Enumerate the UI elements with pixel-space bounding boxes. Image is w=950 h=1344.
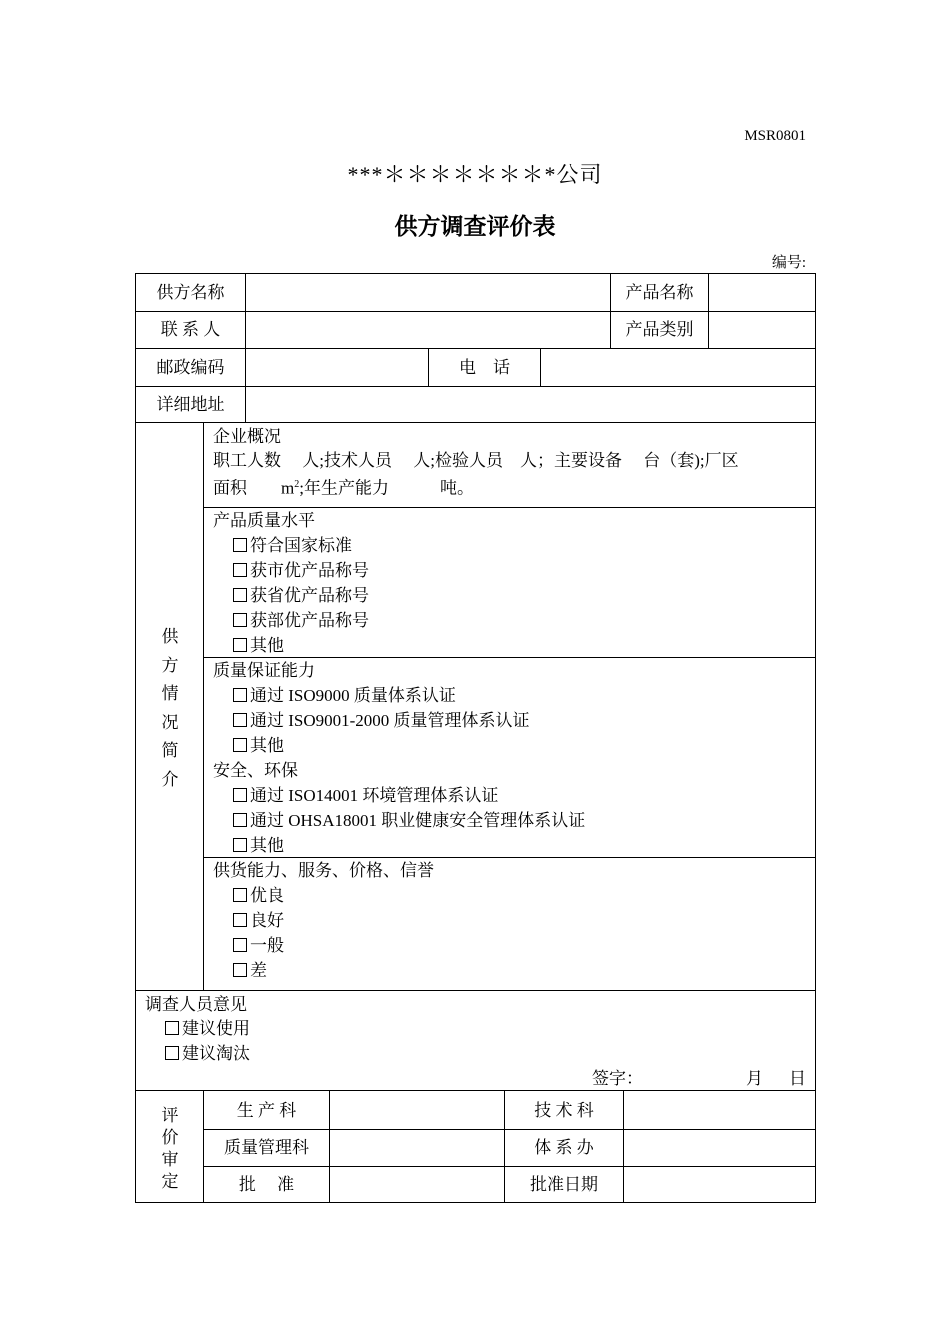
- month-label: 月: [746, 1069, 763, 1088]
- supply-title: 供货能力、服务、价格、信誉: [213, 861, 434, 880]
- quality-option[interactable]: 获部优产品称号: [233, 608, 369, 633]
- qa-option[interactable]: 其他: [233, 733, 284, 758]
- checkbox-icon: [233, 588, 247, 602]
- form-title: 供方调查评价表: [394, 214, 556, 240]
- checkbox-icon: [233, 563, 247, 577]
- address-label: 详细地址: [156, 395, 225, 414]
- profile-side-label: 供 方 情 况 简 介: [161, 627, 179, 789]
- quality-option[interactable]: 符合国家标准: [233, 533, 352, 558]
- serial-number-label: 编号:: [771, 255, 806, 271]
- checkbox-icon: [233, 538, 247, 552]
- investigator-title: 调查人员意见: [145, 995, 247, 1014]
- checkbox-icon: [233, 713, 247, 727]
- investigator-option[interactable]: 建议使用: [165, 1016, 250, 1041]
- safety-option[interactable]: 通过 ISO14001 环境管理体系认证: [233, 783, 498, 808]
- product-category-label: 产品类别: [625, 320, 694, 339]
- postcode-label: 邮政编码: [156, 358, 225, 377]
- qa-option[interactable]: 通过 ISO9000 质量体系认证: [233, 683, 456, 708]
- phone-label: 电 话: [459, 358, 510, 377]
- approval-label: 批 准: [238, 1175, 295, 1194]
- checkbox-icon: [233, 813, 247, 827]
- checkbox-icon: [233, 838, 247, 852]
- checkbox-icon: [233, 963, 247, 977]
- system-office-label: 体 系 办: [534, 1138, 594, 1157]
- approval-date-label: 批准日期: [530, 1175, 598, 1194]
- safety-env-title: 安全、环保: [213, 761, 298, 780]
- qa-option[interactable]: 通过 ISO9001-2000 质量管理体系认证: [233, 708, 530, 733]
- quality-level-title: 产品质量水平: [213, 511, 315, 530]
- tech-dept-label: 技 术 科: [534, 1101, 594, 1120]
- overview-line-2: 面积 $m^2$;年生产能力 吨。: [213, 478, 474, 498]
- supply-option[interactable]: 一般: [233, 933, 284, 958]
- checkbox-icon: [233, 938, 247, 952]
- checkbox-icon: [165, 1021, 179, 1035]
- checkbox-icon: [233, 888, 247, 902]
- checkbox-icon: [233, 688, 247, 702]
- supply-option[interactable]: 良好: [233, 908, 284, 933]
- company-name: ***＊＊＊＊＊＊＊*公司: [347, 162, 603, 187]
- contact-label: 联 系 人: [160, 320, 221, 339]
- production-dept-label: 生 产 科: [236, 1101, 297, 1120]
- safety-option[interactable]: 通过 OHSA18001 职业健康安全管理体系认证: [233, 808, 585, 833]
- qa-capability-title: 质量保证能力: [213, 661, 315, 680]
- supply-option[interactable]: 差: [233, 958, 267, 983]
- safety-option[interactable]: 其他: [233, 833, 284, 858]
- qm-dept-label: 质量管理科: [224, 1138, 309, 1157]
- checkbox-icon: [165, 1046, 179, 1060]
- overview-title: 企业概况: [213, 427, 281, 446]
- product-name-label: 产品名称: [625, 283, 694, 302]
- document-code: MSR0801: [744, 128, 806, 144]
- checkbox-icon: [233, 638, 247, 652]
- checkbox-icon: [233, 788, 247, 802]
- investigator-option[interactable]: 建议淘汰: [165, 1041, 250, 1066]
- day-label: 日: [789, 1069, 806, 1088]
- quality-option[interactable]: 其他: [233, 633, 284, 658]
- checkbox-icon: [233, 738, 247, 752]
- checkbox-icon: [233, 913, 247, 927]
- overview-line-1: 职工人数 人;技术人员 人;检验人员 人；主要设备 台（套);厂区: [213, 451, 739, 470]
- quality-option[interactable]: 获市优产品称号: [233, 558, 369, 583]
- supply-option[interactable]: 优良: [233, 883, 284, 908]
- checkbox-icon: [233, 613, 247, 627]
- signature-label: 签字：: [592, 1069, 643, 1088]
- evaluation-side-label: 评 价 审 定: [161, 1106, 179, 1191]
- supplier-name-label: 供方名称: [156, 283, 225, 302]
- quality-option[interactable]: 获省优产品称号: [233, 583, 369, 608]
